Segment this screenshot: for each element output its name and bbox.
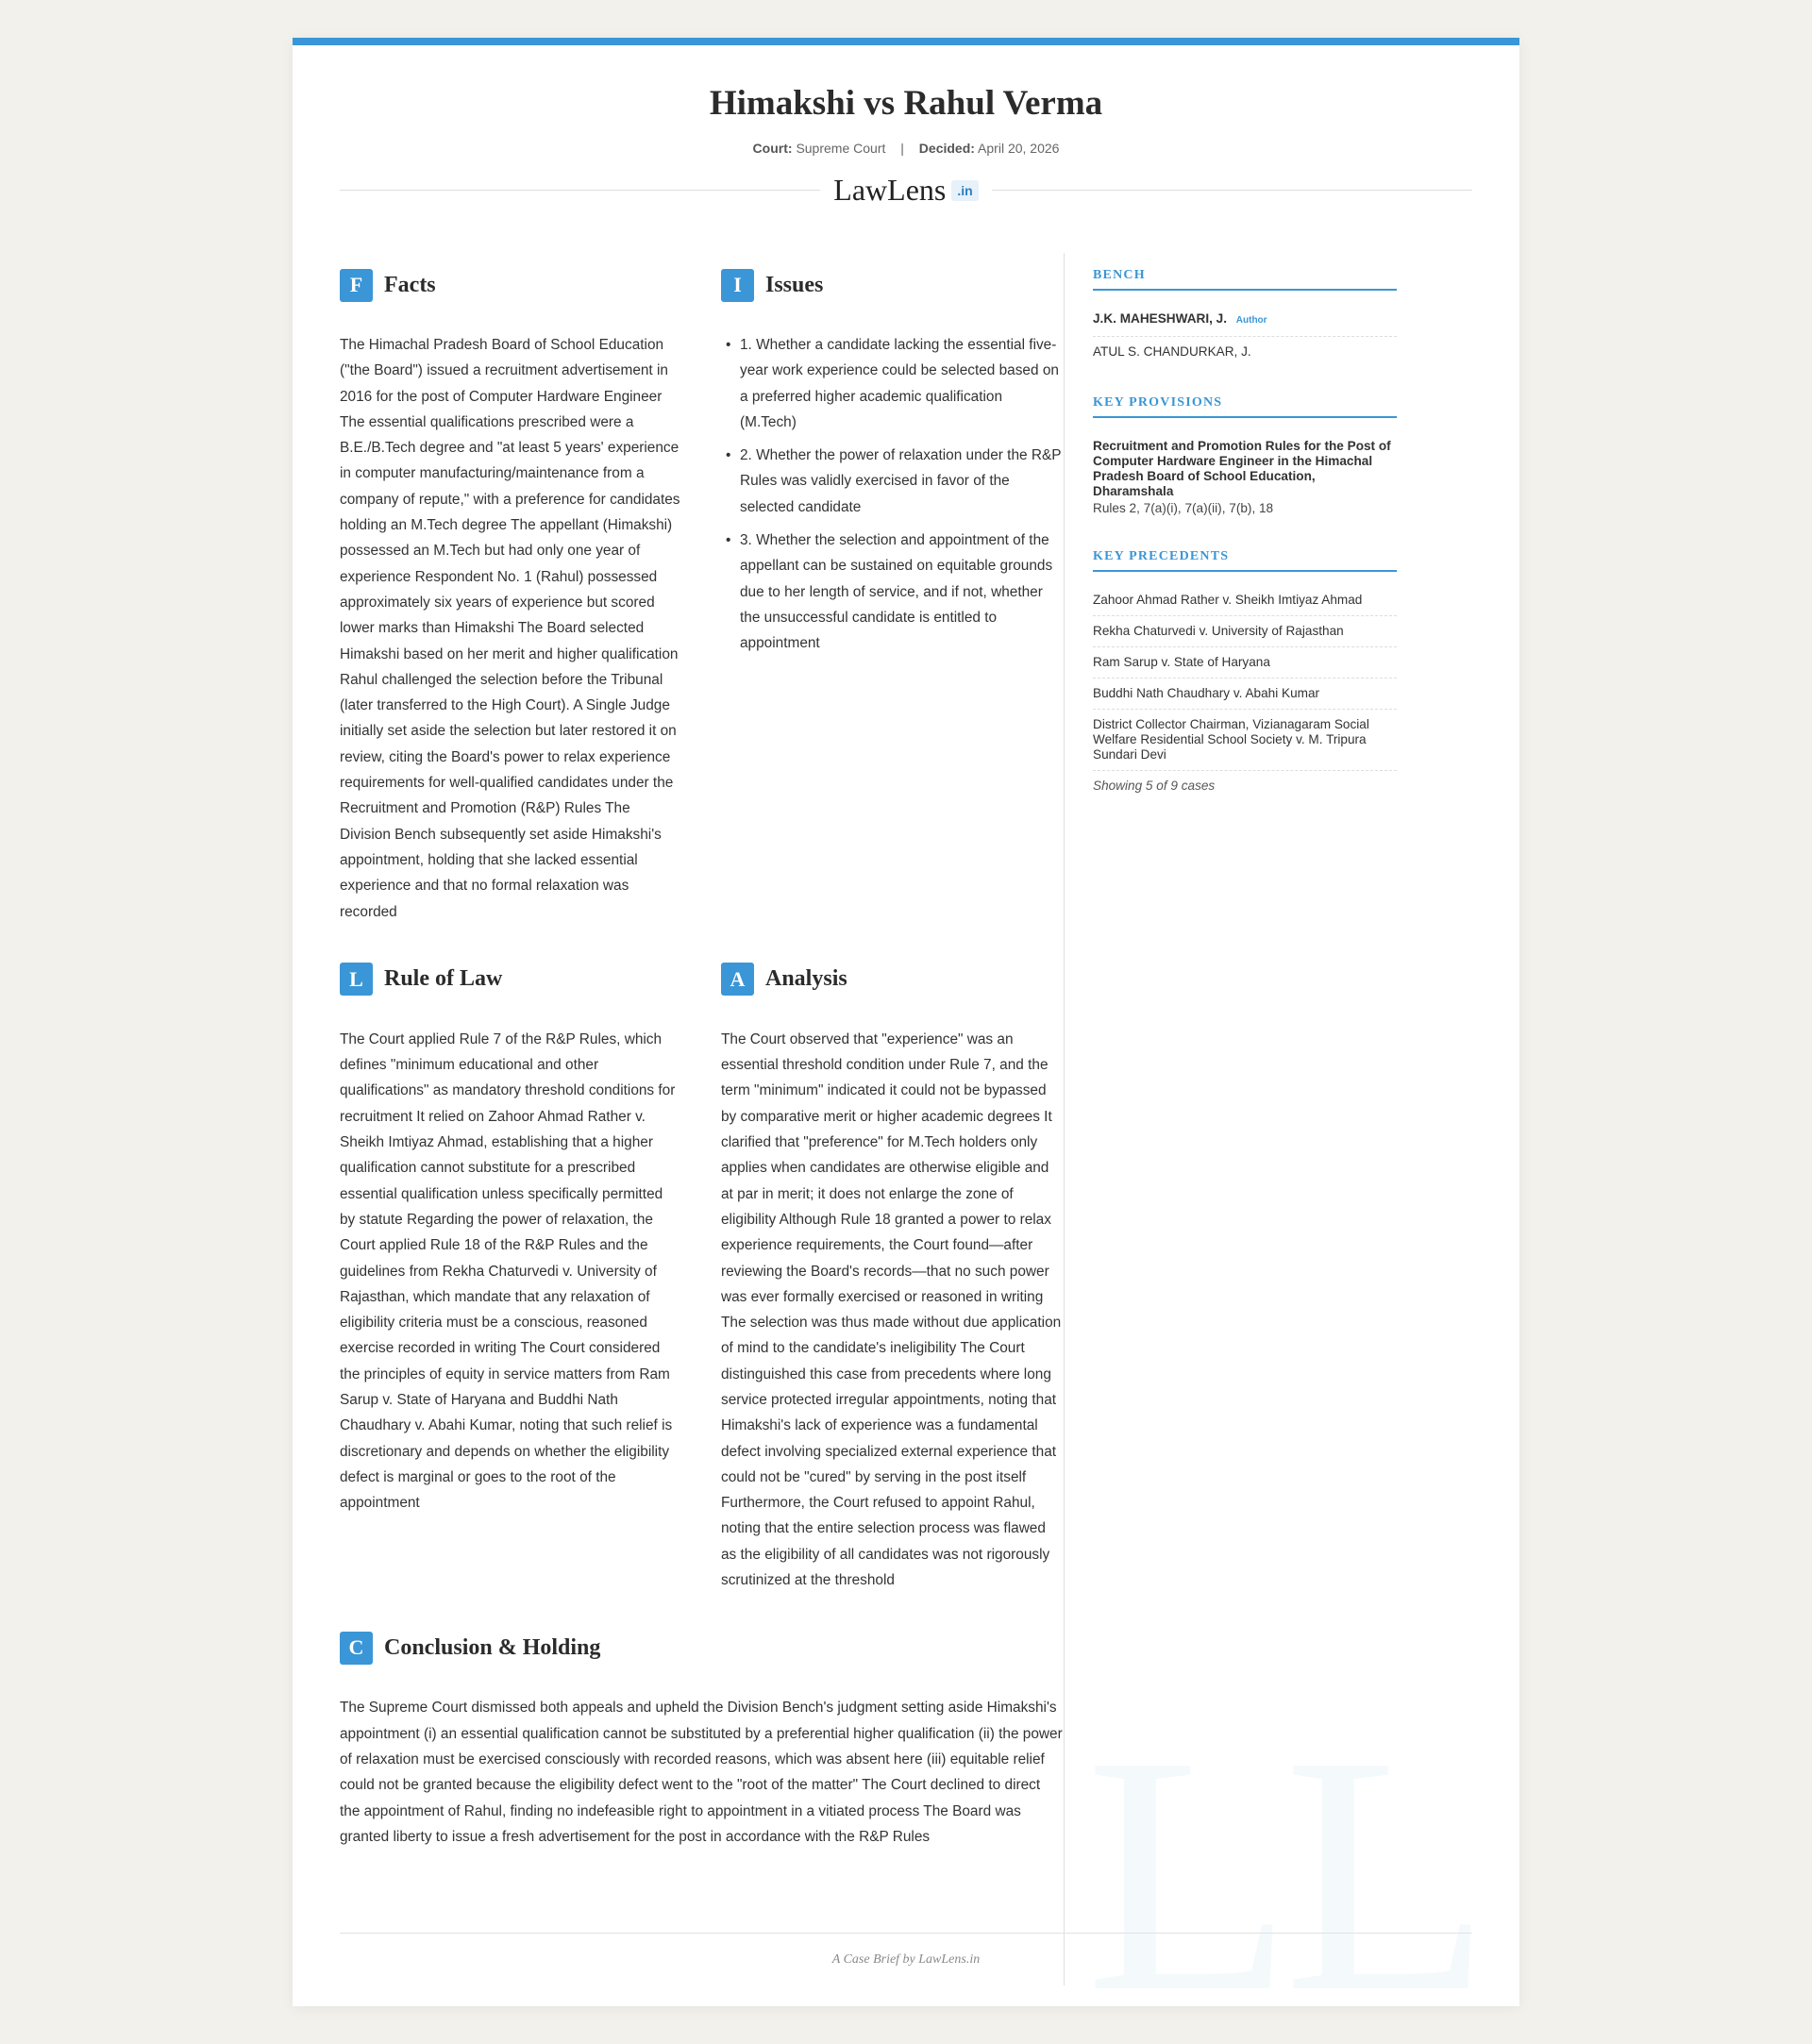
footer: A Case Brief by LawLens.in: [340, 1933, 1472, 1968]
header: [293, 45, 1519, 208]
precedent-item[interactable]: Zahoor Ahmad Rather v. Sheikh Imtiyaz Ahmad: [1093, 585, 1397, 616]
issues-list: [721, 332, 1063, 657]
issues-section: [721, 268, 1063, 925]
issues-title: Issues: [765, 272, 824, 297]
row-facts-issues: [340, 268, 1064, 925]
conclusion-text: The Supreme Court dismissed both appeals and upheld the Division Bench's judgment setting aside Himakshi's appointment (i) an essential qualification cannot be substituted by a preferential higher qualification (ii) the power of relaxation must be exercised consciously with recorded reasons, which was absent here (iii) equitable relief could not be granted because the eligibility defect went to the "root of the matter" The Court declined to direct the appointment of Rahul, finding no indefeasible right to appointment in a vitiated process The Board was granted liberty to issue a fresh advertisement for the post in accordance with the R&P Rules: [340, 1700, 1063, 1845]
author-tag: Author: [1235, 315, 1267, 326]
analysis-section: [721, 963, 1063, 1594]
case-brief-page: [293, 38, 1519, 2006]
precedent-item[interactable]: District Collector Chairman, Vizianagaram Social Welfare Residential School Society v. M. Tripura Sundari Devi: [1093, 710, 1397, 771]
provisions-panel: [1093, 395, 1397, 515]
main-column: [340, 253, 1064, 1985]
issues-header: [721, 268, 1063, 302]
brand-logo: [820, 173, 991, 208]
facts-section: [340, 268, 681, 925]
analysis-header: [721, 963, 1063, 997]
precedents-heading: KEY PRECEDENTS: [1093, 549, 1397, 572]
brand-divider-left: [340, 190, 820, 191]
issue-item: • 3. Whether the selection and appointment of the appellant can be sustained on equitable grounds due to her length of service, and if not, whether the unsuccessful candidate is entitled to appointment: [721, 528, 1063, 656]
facts-badge: F: [340, 269, 373, 302]
conclusion-title: Conclusion & Holding: [384, 1634, 601, 1660]
facts-header: [340, 268, 681, 302]
brand-row: [340, 173, 1472, 208]
row-rule-analysis: [340, 963, 1064, 1594]
rule-title: Rule of Law: [384, 966, 503, 992]
brand-tld-badge: .in: [951, 180, 978, 201]
issue-item: • 2. Whether the power of relaxation under the R&P Rules was validly exercised in favor of the selected candidate: [721, 443, 1063, 520]
conclusion-badge: C: [340, 1632, 373, 1665]
conclusion-header: [340, 1631, 1064, 1665]
analysis-text: The Court observed that "experience" was an essential threshold condition under Rule 7, and the term "minimum" indicated it could not be bypassed by comparative merit or higher academic degrees It clarified that "preference" for M.Tech holders only applies when candidates are otherwise eligible and at par in merit; it does not enlarge the zone of eligibility Although Rule 18 granted a power to relax experience requirements, the Court found—after reviewing the Board's records—that no such power was ever formally exercised or reasoned in writing The selection was thus made without due application of mind to the candidate's ineligibility The Court distinguished this case from precedents where long service protected irregular appointments, noting that Himakshi's lack of experience was a fundamental defect involving specialized external experience that could not be "cured" by serving in the post itself Furthermore, the Court refused to appoint Rahul, noting that the entire selection process was flawed as the eligibility of all candidates was not rigorously scrutinized at the threshold: [721, 1030, 1062, 1589]
judge-name: J.K. MAHESHWARI, J.: [1093, 311, 1227, 326]
precedent-item[interactable]: Ram Sarup v. State of Haryana: [1093, 647, 1397, 679]
rule-header: [340, 963, 681, 997]
brand-name: LawLens: [833, 173, 947, 207]
rule-text: The Court applied Rule 7 of the R&P Rules, which defines "minimum educational and other qualifications" as mandatory threshold conditions for recruitment It relied on Zahoor Ahmad Rather v. Sheikh Imtiyaz Ahmad, establishing that a higher qualification cannot substitute for a prescribed essential qualification unless specifically permitted by statute Regarding the power of relaxation, the Court applied Rule 18 of the R&P Rules and the guidelines from Rekha Chaturvedi v. University of Rajasthan, which mandate that any relaxation of eligibility criteria must be a conscious, reasoned exercise recorded in writing The Court considered the principles of equity in service matters from Ram Sarup v. State of Haryana and Buddhi Nath Chaudhary v. Abahi Kumar, noting that such relief is discretionary and depends on whether the eligibility defect is marginal or goes to the root of the appointment: [340, 1030, 676, 1512]
provision-title: Recruitment and Promotion Rules for the Post of Computer Hardware Engineer in the Himachal Pradesh Board of School Education, Dharamshala: [1093, 439, 1391, 498]
facts-title: Facts: [384, 272, 436, 297]
meta-separator: |: [900, 141, 904, 156]
issue-item: • 1. Whether a candidate lacking the essential five-year work experience could be selected based on a preferred higher academic qualification (M.Tech): [721, 332, 1063, 435]
watermark-logo: LL: [1085, 1685, 1482, 2006]
case-title: Himakshi vs Rahul Verma: [709, 84, 1103, 123]
issues-badge: I: [721, 269, 754, 302]
brand-divider-right: [992, 190, 1472, 191]
conclusion-section: [340, 1631, 1064, 1850]
judge-name: ATUL S. CHANDURKAR, J.: [1093, 344, 1251, 359]
sidebar: [1064, 253, 1397, 1985]
analysis-title: Analysis: [765, 966, 847, 992]
bench-heading: BENCH: [1093, 268, 1397, 291]
judge-item: [1093, 337, 1397, 367]
rule-section: [340, 963, 681, 1594]
precedents-list: [1093, 585, 1397, 771]
court-label: Court:: [752, 141, 793, 156]
content: [340, 253, 1472, 1985]
analysis-badge: A: [721, 963, 754, 996]
rule-badge: L: [340, 963, 373, 996]
facts-text: The Himachal Pradesh Board of School Education ("the Board") issued a recruitment advertisement in 2016 for the post of Computer Hardware Engineer The essential qualifications prescribed were a B.E./B.Tech degree and "at least 5 years' experience in computer manufacturing/maintenance from a company of repute," with a preference for candidates holding an M.Tech degree The appellant (Himakshi) possessed an M.Tech but had only one year of experience Respondent No. 1 (Rahul) possessed approximately six years of experience but scored lower marks than Himakshi The Board selected Himakshi based on her merit and higher qualification Rahul challenged the selection before the Tribunal (later transferred to the High Court). A Single Judge initially set aside the selection but later restored it on review, citing the Board's power to relax experience requirements for well-qualified candidates under the Recruitment and Promotion (R&P) Rules The Division Bench subsequently set aside Himakshi's appointment, holding that she lacked essential experience and that no formal relaxation was recorded: [340, 337, 680, 920]
provisions-heading: KEY PROVISIONS: [1093, 395, 1397, 418]
decided-label: Decided:: [918, 141, 975, 156]
bench-panel: [1093, 268, 1397, 367]
case-meta: [293, 141, 1519, 156]
judge-item: [1093, 304, 1397, 337]
decided-value: April 20, 2026: [978, 141, 1060, 156]
precedent-item[interactable]: Rekha Chaturvedi v. University of Rajasthan: [1093, 616, 1397, 647]
precedent-item[interactable]: Buddhi Nath Chaudhary v. Abahi Kumar: [1093, 679, 1397, 710]
provision-rules: Rules 2, 7(a)(i), 7(a)(ii), 7(b), 18: [1093, 501, 1274, 515]
precedents-count: Showing 5 of 9 cases: [1093, 779, 1216, 793]
precedents-panel: [1093, 549, 1397, 793]
court-value: Supreme Court: [796, 141, 886, 156]
